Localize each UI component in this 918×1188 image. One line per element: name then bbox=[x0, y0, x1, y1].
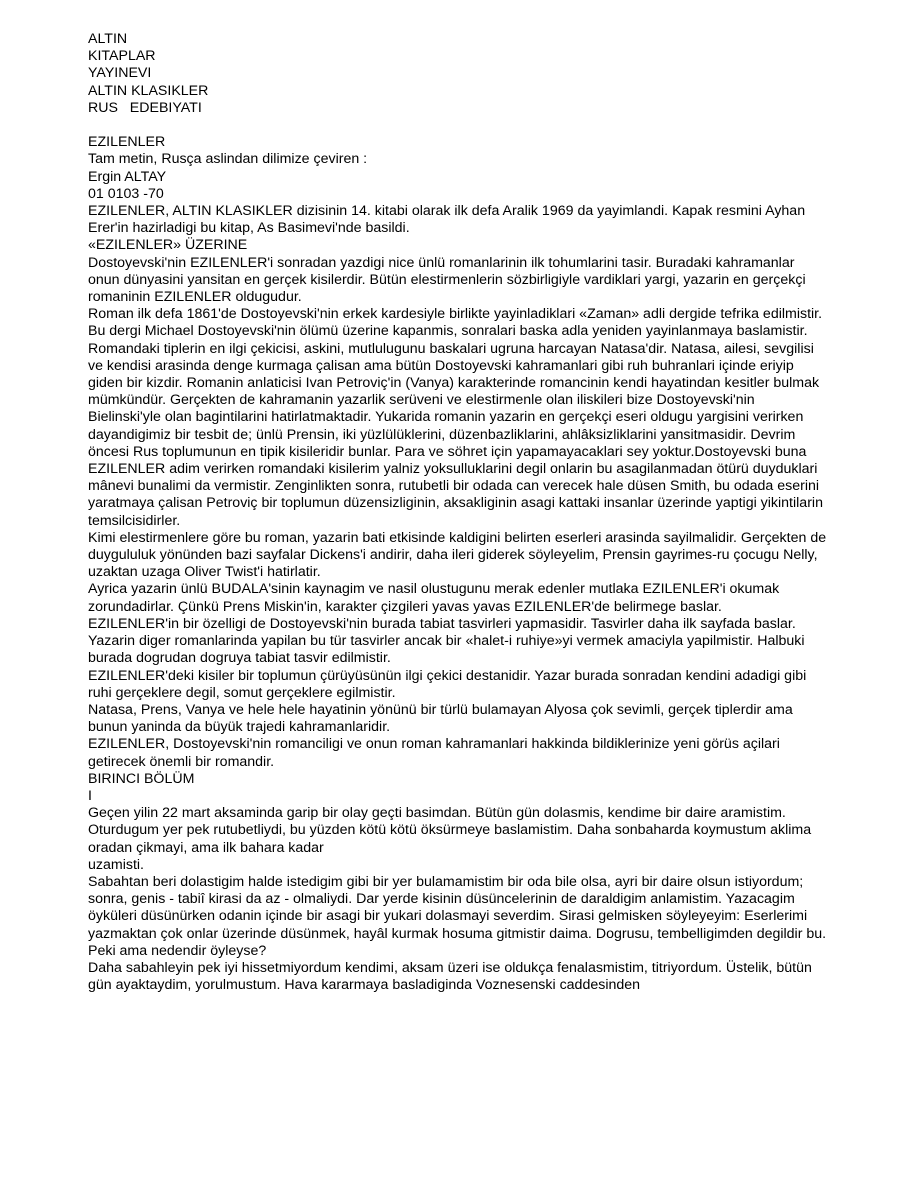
paragraph: Dostoyevski'nin EZILENLER'i sonradan yazdigi nice ünlü romanlarinin ilk tohumlarini tasir. Buradaki kahramanlar onun dünyasini yansitan en gerçek kisilerdir. Bütün elestirmenlerin sözbirligiyle vardiklari yargi, yazarin en gerçekçi romaninin EZILENLER oldugudur. bbox=[88, 254, 806, 306]
paragraph: Romandaki tiplerin en ilgi çekicisi, askini, mutlulugunu baskalari ugruna harcayan Natasa'dir. Natasa, ailesi, sevgilisi ve kendisi arasinda denge kurmaga çalisan ama bütün Dostoyevski kahramanlari gibi ruh buhranlari içinde eriyip giden bir kizdir. Romanin anlaticisi Ivan Petroviç'in (Vanya) karakterinde romancinin kendi hayatindan kesitler bulmak mümkündür. Gerçekten de kahramanin yazarlik serüveni ve elestirmenle olan iliskileri bize Dostoyevski'nin Bielinski'yle olan bagintilarini hatirlatmaktadir. Yukarida romanin yazarin en gerçekçi eseri oldugu yargisini verirken dayandigimiz bir tesbit de; ünlü Prensin, iki yüzlülüklerini, düzenbazliklarini, ahlâksizliklarini yansitmasidir. Devrim öncesi Rus toplumunun en tipik kisileridir bunlar. Para ve söhret için yapamayacaklari sey yoktur.Dostoyevski buna EZILENLER adim verirken romandaki kisilerim yalniz yoksulluklarini degil onlarin bu asagilanmadan ötürü duyduklari mânevi bunalimi da vermistir. Zenginlikten sonra, rutubetli bir odada can verecek hale düsen Smith, bu odada eserini yaratmaya çalisan Petroviç bir toplumun düzensizliginin, aksakliginin asagi kattaki insanlar üzerinde yaptigi yikintilarin temsilcisidirler. bbox=[88, 340, 823, 529]
header-line: ALTIN bbox=[88, 31, 128, 47]
book-code: 01 0103 -70 bbox=[88, 185, 164, 202]
translation-note: Tam metin, Rusça aslindan dilimize çeviren : bbox=[88, 151, 368, 168]
paragraph: Geçen yilin 22 mart aksaminda garip bir olay geçti basimdan. Bütün gün dolasmis, kendime bir daire aramistim. Oturdugum yer pek rutubetliydi, bu yüzden kötü kötü öksürmeye baslamistim. Daha sonbaharda koymustum aklima oradan çikmayi, ama ilk bahara kadar bbox=[88, 805, 812, 856]
paragraph: Natasa, Prens, Vanya ve hele hele hayatinin yönünü bir türlü bulamayan Alyosa çok sevimli, gerçek tiplerdir ama bunun yaninda da büyük trajedi kahramanlaridir. bbox=[88, 701, 793, 736]
chapter-number: I bbox=[88, 787, 92, 804]
publisher-header bbox=[88, 31, 828, 117]
document-page bbox=[88, 31, 828, 994]
header-line: KITAPLAR bbox=[88, 48, 156, 65]
paragraph: Sabahtan beri dolastigim halde istedigim gibi bir yer bulamamistim bir oda bile olsa, ayri bir daire olsun istiyordum; sonra, genis - tabiî kirasi da az - olmaliydi. Dar yerde kisinin düsüncelerinin de daraldigim anlamistim. Yazacagim öyküleri düsünürken odanin içinde bir asagi bir yukari dolasmayi severdim. Sirasi gelmisken söyleyeyim: Eserlerimi yazmaktan çok onlar üzerinde düsünmek, hayâl kurmak hosuma gitmistir daima. Dogrusu, tembelligimden degildir bu. Peki ama nedendir öyleyse? bbox=[88, 873, 827, 959]
header-line: YAYINEVI bbox=[88, 65, 152, 82]
spacer bbox=[88, 117, 828, 134]
book-info bbox=[88, 134, 828, 203]
translator-name: Ergin ALTAY bbox=[88, 168, 167, 185]
paragraph: EZILENLER'deki kisiler bir toplumun çürüyüsünün ilgi çekici destanidir. Yazar burada sonradan kendini adadigi gibi ruhi gerçeklere degil, somut gerçeklere egilmistir. bbox=[88, 667, 807, 701]
section-heading: «EZILENLER» ÜZERINE bbox=[88, 237, 248, 254]
header-line: RUS EDEBIYATI bbox=[88, 99, 202, 116]
paragraph: EZILENLER, ALTIN KLASIKLER dizisinin 14. kitabi olarak ilk defa Aralik 1969 da yayimlandi. Kapak resmini Ayhan Erer'in hazirladigi bu kitap, As Basimevi'nde basildi. bbox=[88, 203, 806, 237]
paragraph: Ayrica yazarin ünlü BUDALA'sinin kaynagim ve nasil olustugunu merak edenler mutlaka EZILENLER'i okumak zorundadirlar. Çünkü Prens Miskin'in, karakter çizgileri yavas yavas EZILENLER'de belirmege baslar. bbox=[88, 581, 780, 615]
chapter-heading: BIRINCI BÖLÜM bbox=[88, 770, 195, 787]
paragraph: EZILENLER, Dostoyevski'nin romanciligi ve onun roman kahramanlari hakkinda bildiklerinize yeni görüs açilari getirecek önemli bir romandir. bbox=[88, 736, 780, 770]
paragraph: Kimi elestirmenlere göre bu roman, yazarin bati etkisinde kaldigini belirten eserleri arasinda sayilmalidir. Gerçekten de duygululuk yönünden bazi sayfalar Dickens'i andirir, daha ileri giderek söyleyelim, Prensin gayrimes-ru çocugu Nelly, uzaktan uzaga Oliver Twist'i hatirlatir. bbox=[88, 529, 827, 581]
header-line: ALTIN KLASIKLER bbox=[88, 82, 209, 99]
paragraph: Daha sabahleyin pek iyi hissetmiyordum kendimi, aksam üzeri ise oldukça fenalasmistim, titriyordum. Üstelik, bütün gün ayaktaydim, yorulmustum. Hava kararmaya basladiginda Voznesenski caddesinden bbox=[88, 959, 812, 994]
book-title: EZILENLER bbox=[88, 134, 166, 151]
paragraph: EZILENLER'in bir özelligi de Dostoyevski'nin burada tabiat tasvirleri yapmasidir. Tasvirler daha ilk sayfada baslar. Yazarin diger romanlarinda yapilan bu tür tasvirler ancak bir «halet-i ruhiye»yi vermek amaciyla yapilmistir. Halbuki burada dogrudan dogruya tabiat tasvir edilmistir. bbox=[88, 615, 805, 667]
paragraph: Roman ilk defa 1861'de Dostoyevski'nin erkek kardesiyle birlikte yayinladiklari «Zaman» adli dergide tefrika edilmistir. Bu dergi Michael Dostoyevski'nin ölümü üzerine kapanmis, sonralari baska adla yeniden yayinlanmaya baslamistir. bbox=[88, 306, 823, 340]
body-text bbox=[88, 203, 828, 994]
paragraph: uzamisti. bbox=[88, 856, 144, 873]
